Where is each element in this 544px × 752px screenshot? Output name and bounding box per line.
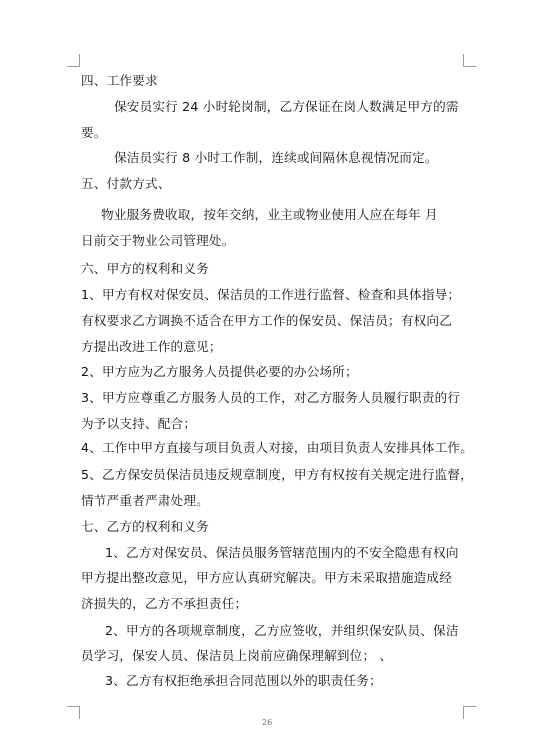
paragraph-line: 为予以支持、配合； xyxy=(81,416,197,431)
section-heading-work-requirements: 四、工作要求 xyxy=(81,73,158,88)
paragraph-line: 保安员实行 24 小时轮岗制，乙方保证在岗人数满足甲方的需 xyxy=(114,99,459,114)
paragraph-line: 物业服务费收取，按年交纳，业主或物业使用人应在每年 月 xyxy=(101,207,438,222)
paragraph-line: 济损失的，乙方不承担责任； xyxy=(81,596,248,611)
page-number: 26 xyxy=(262,718,273,727)
paragraph-line: 甲方提出整改意见，甲方应认真研究解决。甲方未采取措施造成经 xyxy=(81,570,453,585)
paragraph-line: 5、乙方保安员保洁员违反规章制度，甲方有权按有关规定进行监督， xyxy=(81,467,474,482)
paragraph-line: 日前交于物业公司管理处。 xyxy=(81,233,235,248)
paragraph-line: 有权要求乙方调换不适合在甲方工作的保安员、保洁员；有权向乙 xyxy=(81,313,453,328)
paragraph-line: 4、工作中甲方直接与项目负责人对接，由项目负责人安排具体工作。 xyxy=(81,440,474,455)
paragraph-line: 保洁员实行 8 小时工作制，连续或间隔休息视情况而定。 xyxy=(114,150,438,165)
crop-mark-top-left xyxy=(67,54,80,67)
paragraph-line: 方提出改进工作的意见； xyxy=(81,339,222,354)
paragraph-line: 1、乙方对保安员、保洁员服务管辖范围内的不安全隐患有权向 xyxy=(105,545,459,560)
paragraph-line: 情节严重者严肃处理。 xyxy=(81,493,209,508)
paragraph-line: 3、甲方应尊重乙方服务人员的工作，对乙方服务人员履行职责的行 xyxy=(81,390,461,405)
paragraph-line: 2、甲方应为乙方服务人员提供必要的办公场所； xyxy=(81,364,358,379)
crop-mark-bottom-right xyxy=(463,706,476,719)
section-heading-party-a-rights: 六、甲方的权利和义务 xyxy=(81,261,209,276)
crop-mark-top-right xyxy=(463,54,476,67)
paragraph-line: 员学习，保安人员、保洁员上岗前应确保理解到位； 、 xyxy=(81,648,393,663)
paragraph-line: 1、甲方有权对保安员、保洁员的工作进行监督、检查和具体指导； xyxy=(81,287,461,302)
paragraph-line: 3、乙方有权拒绝承担合同范围以外的职责任务； xyxy=(105,673,382,688)
section-heading-party-b-rights: 七、乙方的权利和义务 xyxy=(81,519,209,534)
paragraph-line: 要。 xyxy=(81,125,107,140)
crop-mark-bottom-left xyxy=(67,706,80,719)
section-heading-payment: 五、付款方式、 xyxy=(81,176,171,191)
paragraph-line: 2、甲方的各项规章制度，乙方应签收，并组织保安队员、保洁 xyxy=(105,623,459,638)
